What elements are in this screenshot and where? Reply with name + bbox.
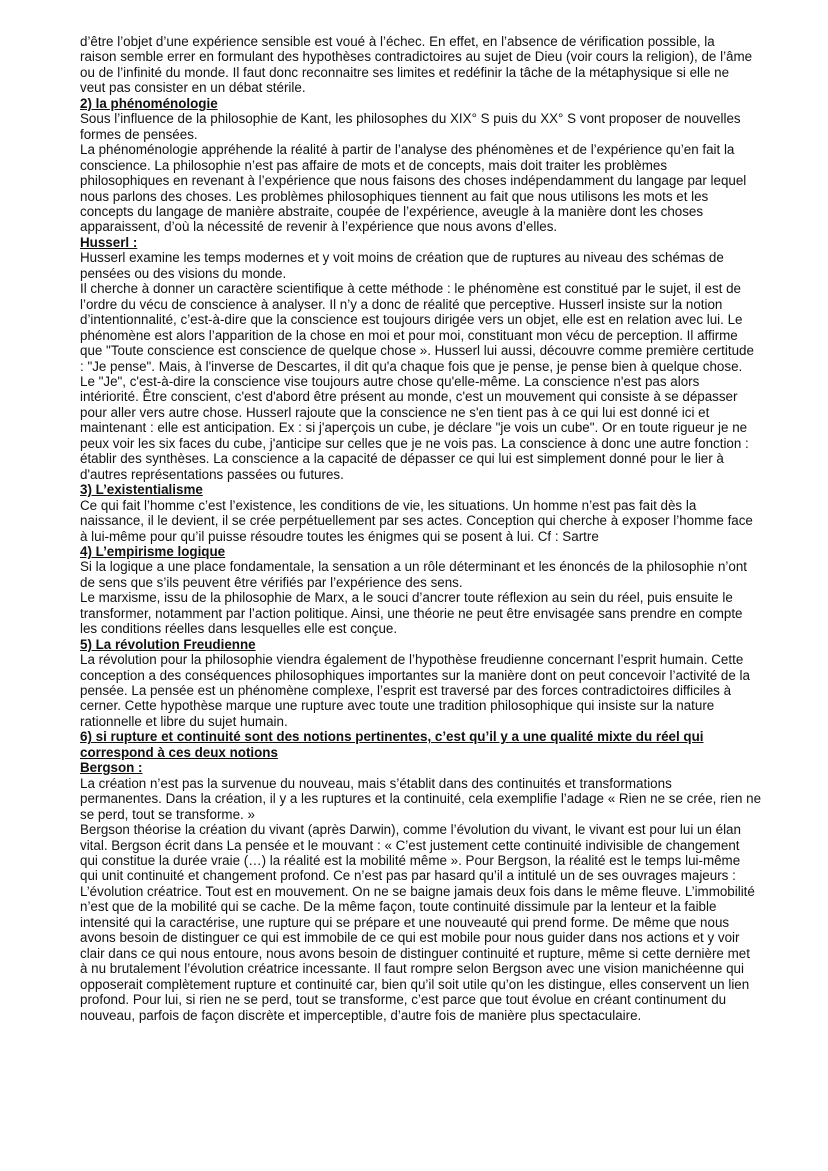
text-line: conception a des conséquences philosophiques importantes sur la manière dont on peut concevoir l’activité de la: [80, 667, 750, 683]
section-heading: [80, 235, 760, 250]
text-line: 5) La révolution Freudienne: [80, 636, 256, 652]
text-line: se perd, tout se transforme. »: [80, 806, 255, 822]
section-heading: [80, 482, 760, 497]
text-line: 6) si rupture et continuité sont des notions pertinentes, c’est qu’il y a une qualité mixte du réel qui: [80, 729, 704, 745]
text-line: concepts du langage de manière abstraite, coupée de l’expérience, aveugle à la manière dont les choses: [80, 203, 704, 219]
text-line: à lui-même pour qu’il puisse résoudre toutes les énigmes qui se posent à lui. Cf : Sartre: [80, 528, 599, 544]
text-line: pensées ou des visions du monde.: [80, 265, 287, 281]
text-line: que "Toute conscience est conscience de quelque chose ». Husserl lui aussi, découvre comme première certitude: [80, 343, 754, 359]
text-line: phénomène est alors l’apparition de la chose en moi et pour moi, constituant mon vécu de perception. Il affirme: [80, 327, 738, 343]
text-line: pensée. La pensée est un phénomène complexe, l’esprit est traversé par des forces contradictoires difficiles à: [80, 683, 732, 699]
text-line: Husserl :: [80, 234, 138, 250]
document-page: [80, 34, 760, 1023]
text-line: Si la logique a une place fondamentale, la sensation a un rôle déterminant et les énoncés de la philosophie n’ont: [80, 559, 748, 575]
text-line: correspond à ces deux notions: [80, 744, 278, 760]
text-line: Le "Je", c'est-à-dire la conscience vise toujours autre chose qu'elle-même. La conscience n'est pas alors: [80, 373, 700, 389]
text-line: qui constitue la durée vraie (…) la réalité est la mobilité même ». Pour Bergson, la réalité est le temps lui-même: [80, 853, 741, 869]
text-line: vital. Bergson écrit dans La pensée et le mouvant : « C’est justement cette continuité indivisible de changement: [80, 837, 740, 853]
text-line: permanentes. Dans la création, il y a les ruptures et la continuité, cela exemplifie l’adage « Rien ne se crée, rien ne: [80, 791, 762, 807]
text-line: Ce qui fait l’homme c’est l’existence, les conditions de vie, les situations. Un homme n’est pas fait dès la: [80, 497, 697, 513]
text-line: d’intentionnalité, c’est-à-dire que la conscience est toujours dirigée vers un objet, elle est en relation avec lui. Le: [80, 312, 743, 328]
text-line: 2) la phénoménologie: [80, 95, 218, 111]
text-line: de sens que s’ils peuvent être vérifiés par l’expérience des sens.: [80, 574, 463, 590]
text-line: 3) L’existentialisme: [80, 482, 203, 498]
section-heading: [80, 760, 760, 775]
section-heading: [80, 96, 760, 111]
text-line: profond. Pour lui, si rien ne se perd, tout se transforme, c’est parce que tout évolue en créant continument du: [80, 992, 727, 1008]
text-line: les conditions réelles dans lesquelles elle est conçue.: [80, 621, 398, 637]
text-line: Husserl examine les temps modernes et y voit moins de création que de ruptures au niveau des schémas de: [80, 250, 724, 266]
text-line: rationnelle et libre du sujet humain.: [80, 713, 288, 729]
text-line: intensité qui la caractérise, une rupture qui se prépare et une nouveauté qui prend forme. De même que nous: [80, 914, 730, 930]
text-line: nouveau, parfois de façon discrète et imperceptible, d’autre fois de manière plus spectaculaire.: [80, 1007, 642, 1023]
text-line: formes de pensées.: [80, 126, 198, 142]
text-line: clair dans ce qui nous entoure, nous avons besoin de distinguer continuité et rupture, même si cette dernière met: [80, 945, 750, 961]
text-line: cerner. Cette hypothèse marque une rupture avec toute une tradition philosophique qui insiste sur la nature: [80, 698, 715, 714]
paragraph: [80, 498, 760, 544]
text-line: Bergson :: [80, 760, 143, 776]
text-line: Sous l’influence de la philosophie de Kant, les philosophes du XIX° S puis du XX° S vont proposer de nouvelles: [80, 111, 741, 127]
text-line: peux voir les six faces du cube, j'anticipe sur celles que je ne vois pas. La conscience à donc une autre fonction :: [80, 435, 749, 451]
text-line: La phénoménologie appréhende la réalité à partir de l’analyse des phénomènes et de l’expérience qu’en fait la: [80, 142, 735, 158]
text-line: : "Je pense". Mais, à l'inverse de Descartes, il dit qu'a chaque fois que je pense, je pense bien à quelque chose.: [80, 358, 743, 374]
text-line: établir des synthèses. La conscience a la capacité de dépasser ce qui lui est simplement donné pour le lier à: [80, 451, 724, 467]
text-line: veut pas consister en un débat stérile.: [80, 80, 306, 96]
text-line: d’être l’objet d’une expérience sensible est voué à l’échec. En effet, en l’absence de vérification possible, la: [80, 34, 715, 49]
section-heading: [80, 637, 760, 652]
text-line: conscience. La philosophie n’est pas affaire de mots et de concepts, mais doit traiter les problèmes: [80, 157, 668, 173]
paragraph: [80, 776, 760, 1023]
text-line: l’ordre du vécu de conscience à analyser. Il n’y a donc de réalité que perceptive. Husserl insiste sur la notion: [80, 296, 723, 312]
text-line: n’est que de la mobilité qui se cache. De la même façon, toute continuité dissimule par la lenteur et la faible: [80, 899, 717, 915]
text-line: Il cherche à donner un caractère scientifique à cette méthode : le phénomène est constitué par le sujet, il est de: [80, 281, 741, 297]
text-line: philosophiques en revenant à l’expérience que nous faisons des choses indépendamment du langage par lequel: [80, 173, 747, 189]
text-line: L’évolution créatrice. Tout est en mouvement. On ne se baigne jamais deux fois dans le même fleuve. L’immobilité: [80, 883, 755, 899]
text-line: ou de l’infinité du monde. Il faut donc reconnaitre ses limites et redéfinir la tâche de la métaphysique si elle ne: [80, 64, 730, 80]
text-line: maintenant : elle est anticipation. Ex : si j'aperçois un cube, je déclare "je vois un cube". Or en toute rigueur je ne: [80, 420, 748, 436]
text-line: naissance, il le devient, il se crée perpétuellement par ses actes. Conception qui cherche à exposer l’homme face: [80, 513, 753, 529]
paragraph: [80, 559, 760, 636]
text-line: opposerait complètement rupture et continuité car, bien qu’il soit utile qu’on les distingue, elles conservent un lien: [80, 976, 750, 992]
section-heading: [80, 729, 760, 760]
paragraph: [80, 250, 760, 482]
text-line: à nu brutalement l’évolution créatrice incessante. Il faut rompre selon Bergson avec une vision manichéenne qui: [80, 961, 744, 977]
text-line: raison semble errer en formulant des hypothèses contradictoires au sujet de Dieu (voir cours la religion), de l’âme: [80, 49, 753, 65]
text-line: transformer, notamment par l’action politique. Ainsi, une théorie ne peut être envisagée sans prendre en compte: [80, 605, 743, 621]
text-line: Bergson théorise la création du vivant (après Darwin), comme l’évolution du vivant, le vivant est pour lui un élan: [80, 822, 741, 838]
text-line: d'autres représentations passées ou futures.: [80, 466, 344, 482]
text-line: La création n’est pas la survenue du nouveau, mais s’établit dans des continuités et transformations: [80, 775, 672, 791]
text-line: apparaissent, d’où la nécessité de revenir à l’expérience que nous avons d’elles.: [80, 219, 558, 235]
text-line: intériorité. Être conscient, c'est d'abord être présent au monde, c'est un mouvement qui consiste à se dépasser: [80, 389, 738, 405]
text-line: avons besoin de distinguer ce qui est immobile de ce qui est mobile pour nous guider dans nos actions et y voir: [80, 930, 740, 946]
section-heading: [80, 544, 760, 559]
text-line: pour aller vers autre chose. Husserl rajoute que la conscience ne s'en tient pas à ce qui lui est donné ici et: [80, 404, 710, 420]
paragraph: [80, 652, 760, 729]
text-line: La révolution pour la philosophie viendra également de l’hypothèse freudienne concernant l’esprit humain. Cette: [80, 652, 744, 668]
text-line: Le marxisme, issu de la philosophie de Marx, a le souci d’ancrer toute réflexion au sein du réel, puis ensuite le: [80, 590, 733, 606]
text-line: nous parlons des choses. Les problèmes philosophiques tiennent au fait que nous utilisons les mots et les: [80, 188, 709, 204]
text-line: 4) L’empirisme logique: [80, 543, 226, 559]
paragraph: [80, 34, 760, 96]
text-line: qui unit continuité et changement profond. Ce n’est pas par hasard qu’il a intitulé un de ses ouvrages majeurs :: [80, 868, 736, 884]
paragraph: [80, 111, 760, 235]
